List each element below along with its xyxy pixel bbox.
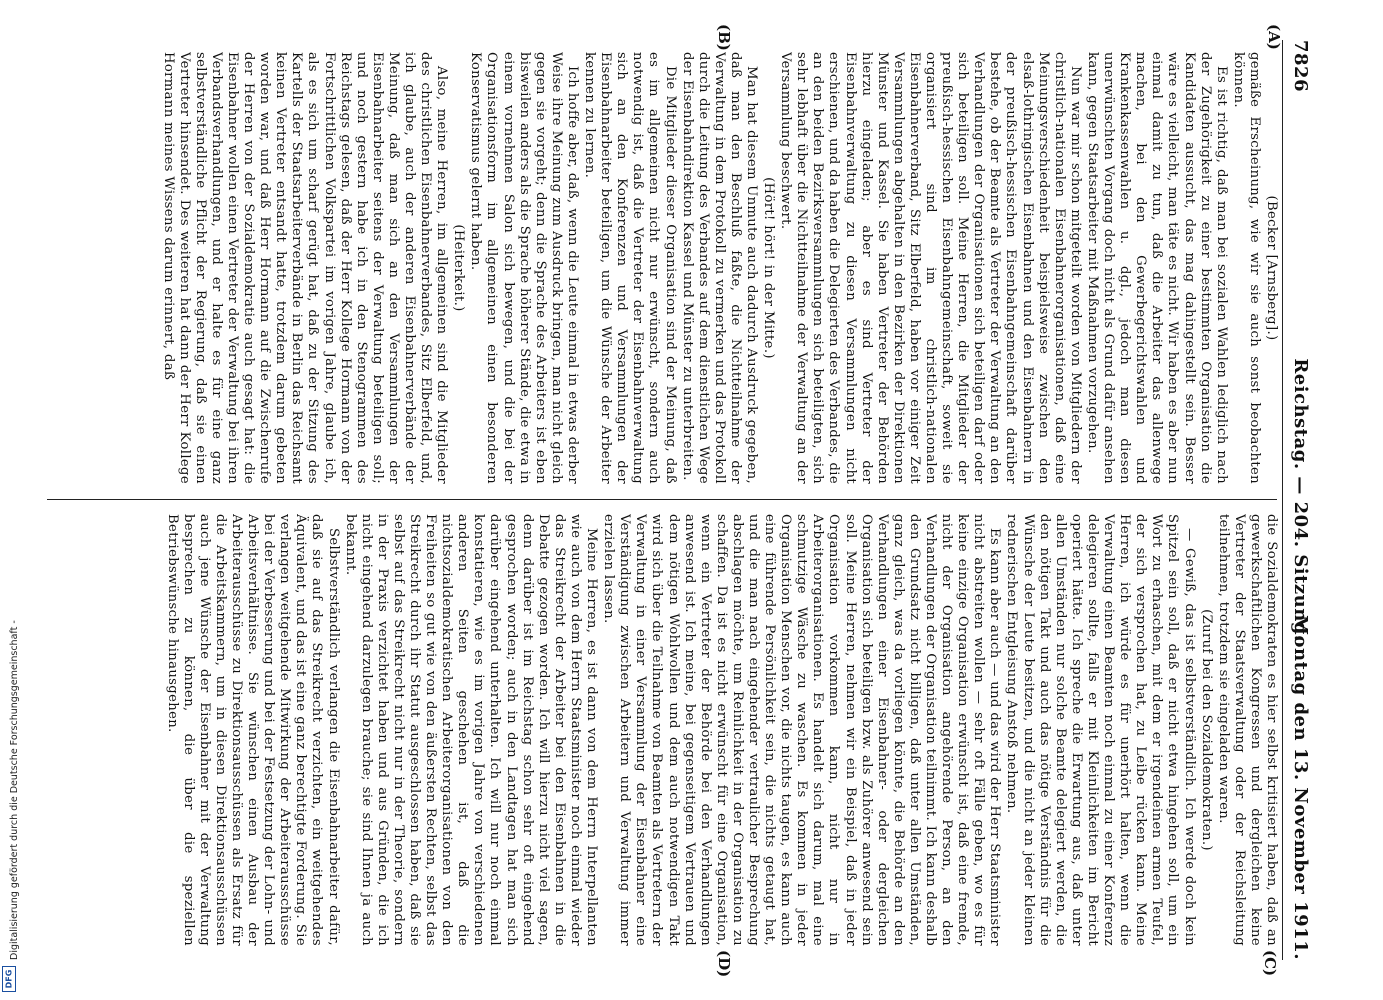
credit-text: Digitalisierung gefördert durch die Deutsche Forschungsgemeinschaft -: [9, 620, 20, 960]
page-title: Reichstag. — 204. Sitzung.: [1290, 358, 1311, 642]
interjection: (Hört! hört! in der Mitte.): [761, 177, 777, 359]
interjection: (Zuruf bei den Sozialdemokraten.): [1198, 609, 1214, 851]
margin-mark-a: (A): [1265, 24, 1283, 50]
paragraph: gemäße Erscheinung, wie wir sie auch sonst beobachten können.: [1230, 52, 1262, 484]
interjection: (Heiterkeit.): [451, 224, 467, 312]
margin-mark-b: (B): [715, 24, 733, 51]
session-date: Montag den 13. November 1911.: [1290, 615, 1311, 960]
paragraph: Nun war mir schon mitgeteilt worden von Mitgliedern der christlich-nationalen Eisenbahnerorganisationen, daß eine Meinungsverschiedenheit beispielsweise zwischen den elsaß-lothringischen Eisenbahnen und den Eisenbahnern in der preußisch-hessischen Eisenbahngemeinschaft darüber bestehe, ob der Beamte als Vertreter der Verwaltung an den Verhandlungen der Organisationen sich beteiligen darf oder sich beteiligen soll. Meine Herren, die Mitglieder der preußisch-hessischen Eisenbahngemeinschaft, soweit sie organisiert sind im christlich-nationalen Eisenbahnerverband, Sitz Elberfeld, haben vor einiger Zeit Versammlungen abgehalten in den Bezirken der Direktionen Münster und Kassel. Sie haben Vertreter der Behörden hierzu eingeladen; aber es sind Vertreter der Eisenbahnverwaltung zu diesen Versammlungen nicht erschienen, und da haben die Delegierten des Verbandes, die an den beiden Bezirksversammlungen sich beteiligten, sich sehr lebhaft über die Nichtteilnahme der Verwaltung an der Versammlung beschwert.: [778, 52, 1083, 484]
dfg-logo: [2, 966, 16, 992]
paragraph: Man hat diesem Unmute auch dadurch Ausdruck gegeben, daß man den Beschluß faßte, die Nichtteilnahme der Verwaltung in dem Protokoll zu vermerken und das Protokoll durch die Leitung des Verbandes auf dem dienstlichen Wege der Eisenbahndirektion Kassel und Münster zu unterbreiten.: [679, 52, 759, 484]
paragraph: die Sozialdemokraten es hier selbst kritisiert haben, daß an gewerkschaftlichen Kongressen und dergleichen keine Vertreter der Staatsverwaltung oder der Reichsleitung teilnehmen, trotzdem sie eingeladen waren.: [1215, 514, 1279, 946]
speaker-tag: (Becker [Arnsberg].): [1264, 195, 1279, 341]
paragraph: Selbstverständlich verlangen die Eisenbahnarbeiter dafür, daß sie auf das Streikrecht verzichten, ein weitgehendes Äquivalent, und das ist eine ganz berechtigte Forderung. Sie verlangen weitgehende Mitwirkung der Arbeiterausschüsse bei der Verbesserung und bei der Festsetzung der Lohn- und Arbeitsverhältnisse. Sie wünschen einen Ausbau der Arbeiterausschüsse zu Direktionsausschüssen als Ersatz für die Arbeitskammern, um in diesen Direktionsausschüssen auch jene Wünsche der Eisenbahner mit der Verwaltung besprechen zu können, die über die speziellen Betriebswünsche hinausgehen.: [164, 514, 341, 946]
left-text-column: [59, 52, 1279, 484]
header-rule: [1282, 40, 1283, 960]
right-text-column: [59, 514, 1279, 946]
paragraph: Also, meine Herren, im allgemeinen sind die Mitglieder des christlichen Eisenbahnerverbandes, Sitz Elberfeld, und, ich glaube, auch der anderen Eisenbahnerverbände der Meinung, daß man sich an den Versammlungen der Eisenbahnarbeiter seitens der Verwaltung beteiligen soll; und noch gestern habe ich in den Stenogrammen des Reichstags gelesen, daß der Herr Kollege Hormann von der Fortschrittlichen Volkspartei im vorigen Jahre, glaube ich, als es sich um scharf gerügt hat, daß zu der Sitzung des Kartells der Staatsarbeiterverbände in Berlin das Reichsamt keinen Vertreter entsandt hatte, trotzdem darum gebeten worden war, und daß Herr Hormann auf die Zwischenrufe der Herren von der Sozialdemokratie auch gesagt hat: die Eisenbahner wollen einen Vertreter der Verwaltung bei ihren Verbandsverhandlungen, und er halte es für eine ganz selbstverständliche Pflicht der Regierung, daß sie einen Vertreter hinsendet. Des weiteren hat dann der Herr Kollege Hormann meines Wissens darum erinnert, daß: [160, 52, 450, 484]
digitization-credit: [2, 10, 20, 960]
margin-mark-d: (D): [715, 950, 733, 978]
paragraph: Die Mitglieder dieser Organisation sind der Meinung, daß es im allgemeinen nicht nur erwünscht, sondern auch notwendig ist, daß die Vertreter der Eisenbahnverwaltung sich an den Konferenzen und Versammlungen der Eisenbahnarbeiter beteiligen, um die Wünsche der Arbeiter kennen zu lernen.: [582, 52, 678, 484]
page-number: 7826: [1290, 40, 1311, 93]
dfg-logo-text: DFG: [4, 969, 14, 989]
paragraph: Es ist richtig, daß man bei sozialen Wahlen lediglich nach der Zugehörigkeit zu einer bestimmten Organisation die Kandidaten aussucht, das mag dahingestellt sein. Besser wäre es vielleicht, man täte es nicht. Wir haben es aber nun einmal damit zu tun, daß die Arbeiter das allenwege machen, bei den Gewerbegerichtswahlen und Krankenkassenwahlen u. dgl., jedoch man diesen unerwünschten Vorgang doch nicht als Grund dafür ansehen kann, gegen Staatsarbeiter mit Maßnahmen vorzugehen.: [1084, 52, 1229, 484]
page-header: [1285, 40, 1311, 960]
column-divider: [47, 499, 1277, 500]
paragraph: — Gewiß, das ist selbstverständlich. Ich werde doch kein Spitzel sein soll, daß er nicht etwa hingehen soll, um ein Wort zu erhaschen, mit dem er irgendeinen armen Teufel, der sich versprochen hat, zu Leibe rücken kann. Meine Herren, ich würde es für unerhört halten, wenn die Verwaltung einen Beamten noch einmal zu einer Konferenz delegieren sollte, falls er mit Kleinlichkeiten im Bericht operiert hätte. Ich spreche die Erwartung aus, daß unter allen Umständen nur solche Beamte delegiert werden, die den nötigen Takt und auch das nötige Verständnis für die Wünsche der Leute besitzen, und die nicht an jeder kleinen rednerischen Entgleisung Anstoß nehmen.: [1004, 514, 1197, 946]
credit-strip: [0, 0, 20, 1000]
paragraph: Ich hoffe aber, daß, wenn die Leute einmal in etwas derber Weise ihre Meinung zum Ausdruck bringen, man nicht gleich gegen sie vorgeht; denn die Sprache des Arbeiters ist eben bisweilen anders als die Sprache höherer Stände, die etwa in einem vornehmen Salon sich bewegen, und die bei der Organisationsform im allgemeinen einen besonderen Konservatismus gelernt haben.: [468, 52, 580, 484]
margin-mark-c: (C): [1261, 950, 1279, 977]
paragraph: Meine Herren, es ist dann von dem Herrn Interpellanten wie auch von dem Herrn Staatsminister noch einmal wieder das Streikrecht der Arbeiter bei den Eisenbahnen in die Debatte gezogen worden. Ich will hierzu nicht viel sagen, denn darüber ist im Reichstag schon sehr oft eingehend gesprochen worden; auch in den Landtagen hat man sich darüber eingehend unterhalten. Ich will nur noch einmal konstatieren, wie es im vorigen Jahre von verschiedenen anderen Seiten geschehen ist, daß die nichtsozialdemokratischen Arbeiterorganisationen von den Freiheiten so gut wie von den äußersten Rechten, selbst das Streikrecht durch ihr Statut ausgeschlossen haben, daß sie selbst auf das Streikrecht nicht nur in der Theorie, sondern in der Praxis verzichtet haben und aus Gründen, die ich nicht eingehend darzulegen brauche; sie sind Ihnen ja auch bekannt.: [342, 514, 600, 946]
paragraph: Es kann aber auch — und das wird der Herr Staatsminister nicht abstreiten wollen — sehr oft Fälle geben, wo es für keine einzige Organisation erwünscht ist, daß eine fremde, nicht der Organisation angehörende Person, an den Verhandlungen der Organisation teilnimmt. Ich kann deshalb den Grundsatz nicht billigen, daß unter allen Umständen, ganz gleich, was da vorliegen könnte, die Behörde an den Verhandlungen einer Eisenbahner- oder dergleichen Organisation sich beteiligen bzw. als Zuhörer anwesend sein soll. Meine Herren, nehmen wir ein Beispiel, daß in jeder Organisation vorkommen kann, nicht nur in Arbeiterorganisationen. Es handelt sich darum, mal eine schmutzige Wäsche zu waschen. Es kommen in jeder Organisation Menschen vor, die nichts taugen, es kann auch eine führende Persönlichkeit sein, die nichts getaugt hat, und die man nach eingehender vertraulicher Besprechung abschlagen möchte, um Reinlichkeit in der Organisation zu schaffen. Da ist es nicht erwünscht für eine Organisation, wenn ein Vertreter der Behörde bei den Verhandlungen anwesend ist. Ich meine, bei gegenseitigem Vertrauen und dem nötigen Wohlwollen und dem auch notwendigen Takt wird sich über die Teilnahme von Beamten als Vertretern der Verwaltung in einer Versammlung der Eisenbahner eine Verständigung zwischen Arbeitern und Verwaltung immer erzielen lassen.: [601, 514, 1003, 946]
